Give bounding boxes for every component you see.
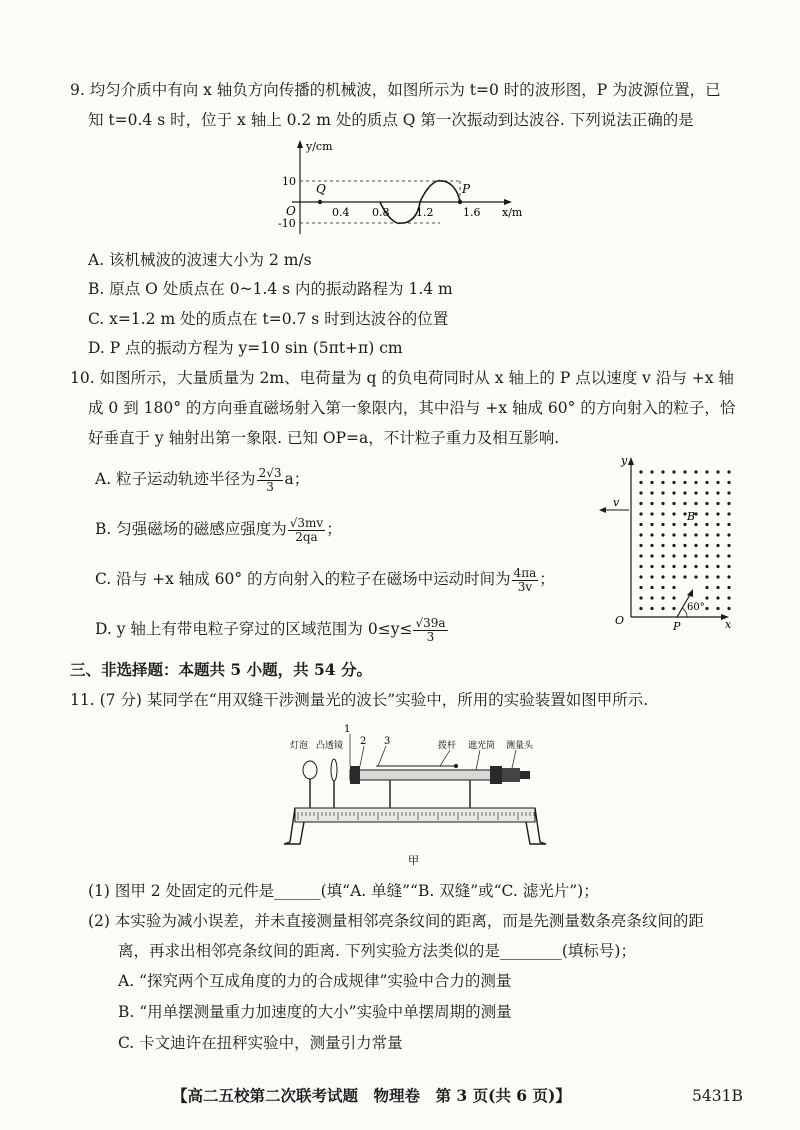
- field-dot: [727, 544, 730, 547]
- field-dot: [639, 565, 642, 568]
- field-dot: [672, 565, 675, 568]
- field-dot: [694, 565, 697, 568]
- field-dot: [639, 523, 642, 526]
- field-dot: [661, 596, 664, 599]
- angle-label: 60°: [687, 602, 705, 613]
- field-dot: [683, 481, 686, 484]
- q11-sub2-line2: 离，再求出相邻亮条纹间的距离. 下列实验方法类似的是________(填标号)；: [118, 942, 636, 960]
- field-dot: [639, 607, 642, 610]
- q11-sub2-line1: (2) 本实验为减小误差，并未直接测量相邻亮条纹间的距离，而是先测量数条亮条纹间的距: [88, 912, 704, 930]
- field-dot: [650, 544, 653, 547]
- q9-line2: 知 t=0.4 s 时，位于 x 轴上 0.2 m 处的质点 Q 第一次振动到达波谷. 下列说法正确的是: [88, 111, 694, 129]
- point-p: [458, 200, 462, 204]
- field-dot: [705, 565, 708, 568]
- field-dot: [661, 523, 664, 526]
- q-label: Q: [316, 182, 326, 196]
- field-dot: [716, 565, 719, 568]
- field-dot: [672, 502, 675, 505]
- field-dot: [716, 596, 719, 599]
- field-dot: [727, 565, 730, 568]
- field-dot: [639, 544, 642, 547]
- q10-option-b: B. 匀强磁场的磁感应强度为 $\frac{√3mv}{2qa}$ ；: [95, 515, 342, 544]
- field-dot: [727, 491, 730, 494]
- field-dot: [727, 586, 730, 589]
- field-dot: [683, 544, 686, 547]
- field-dot: [727, 502, 730, 505]
- field-dot: [639, 512, 642, 515]
- field-dot: [672, 523, 675, 526]
- field-dot: [661, 470, 664, 473]
- field-dot: [661, 554, 664, 557]
- field-dot: [661, 533, 664, 536]
- v-label: v: [613, 496, 620, 509]
- field-dot: [672, 596, 675, 599]
- field-dot: [639, 491, 642, 494]
- field-dot: [705, 575, 708, 578]
- field-dot: [705, 523, 708, 526]
- field-dot: [694, 544, 697, 547]
- q11-choice-a: A. “探究两个互成角度的力的合成规律”实验中合力的测量: [118, 972, 512, 990]
- field-dot: [683, 523, 686, 526]
- field-dot: [694, 491, 697, 494]
- q10-option-a: A. 粒子运动轨迹半径为 $\frac{2√3}{3}$ a；: [95, 465, 310, 494]
- field-dot: [661, 575, 664, 578]
- q11-sub1: (1) 图甲 2 处固定的元件是______(填“A. 单缝”“B. 双缝”或“C. 滤光片”)；: [88, 882, 599, 900]
- field-dot: [672, 470, 675, 473]
- wave-graph: [270, 138, 530, 240]
- field-dot: [705, 470, 708, 473]
- field-dot: [705, 596, 708, 599]
- origin-label: O: [615, 614, 625, 627]
- field-dot: [716, 544, 719, 547]
- field-dot: [727, 554, 730, 557]
- field-dot: [716, 533, 719, 536]
- y-axis-label: y/cm: [306, 140, 333, 153]
- field-dot: [716, 491, 719, 494]
- field-dot: [661, 586, 664, 589]
- field-dot: [672, 554, 675, 557]
- field-dot: [639, 470, 642, 473]
- field-dot: [727, 523, 730, 526]
- apparatus-figure: [280, 720, 550, 870]
- field-dot: [727, 575, 730, 578]
- q10-option-c: C. 沿与 +x 轴成 60° 的方向射入的粒子在磁场中运动时间为 $\frac{4\pi a}{3v}$ ；: [95, 565, 555, 594]
- field-dot: [727, 470, 730, 473]
- field-dot: [683, 533, 686, 536]
- x-tick-16: 1.6: [463, 206, 481, 219]
- field-dot: [672, 491, 675, 494]
- field-dot: [672, 481, 675, 484]
- label-2: 2: [360, 736, 367, 747]
- q10-option-d: D. y 轴上有带电粒子穿过的区域范围为 0≤y≤ $\frac{√39a}{3}$: [95, 615, 446, 644]
- x-tick-08: 0.8: [372, 206, 390, 219]
- field-dots: [639, 470, 730, 610]
- label-3: 3: [384, 736, 391, 747]
- field-dot: [672, 586, 675, 589]
- q11-choice-b: B. “用单摆测量重力加速度的大小”实验中单摆周期的测量: [118, 1003, 512, 1021]
- field-dot: [639, 575, 642, 578]
- field-dot: [694, 554, 697, 557]
- y-tick-neg10: -10: [278, 217, 296, 230]
- field-dot: [650, 491, 653, 494]
- y-tick-10: 10: [282, 175, 296, 188]
- field-dot: [672, 575, 675, 578]
- field-dot: [639, 481, 642, 484]
- field-dot: [705, 533, 708, 536]
- field-dot: [661, 607, 664, 610]
- field-dot: [650, 533, 653, 536]
- field-dot: [716, 512, 719, 515]
- field-dot: [716, 554, 719, 557]
- field-dot: [683, 575, 686, 578]
- footer-code: 5431B: [692, 1087, 743, 1105]
- field-dot: [727, 533, 730, 536]
- field-dot: [650, 470, 653, 473]
- field-dot: [661, 481, 664, 484]
- field-dot: [705, 607, 708, 610]
- magnetic-field-figure: [595, 452, 745, 632]
- field-dot: [650, 512, 653, 515]
- field-dot: [650, 575, 653, 578]
- field-dot: [705, 586, 708, 589]
- x-tick-04: 0.4: [332, 206, 350, 219]
- label-rod: 拨杆: [438, 741, 457, 751]
- q9-line1: 9. 均匀介质中有向 x 轴负方向传播的机械波，如图所示为 t=0 时的波形图，P 为波源位置，已: [70, 81, 721, 99]
- field-dot: [650, 502, 653, 505]
- p-label: P: [462, 182, 471, 196]
- field-dot: [705, 502, 708, 505]
- origin-label: O: [286, 204, 296, 218]
- field-dot: [639, 586, 642, 589]
- field-dot: [716, 502, 719, 505]
- figure-caption: 甲: [408, 854, 419, 867]
- field-dot: [694, 481, 697, 484]
- label-lamp: 灯泡: [290, 741, 309, 751]
- field-dot: [694, 470, 697, 473]
- field-dot: [650, 481, 653, 484]
- field-dot: [694, 533, 697, 536]
- field-dot: [672, 512, 675, 515]
- field-dot: [650, 565, 653, 568]
- field-dot: [639, 596, 642, 599]
- field-dot: [705, 544, 708, 547]
- q9-option-d: D. P 点的振动方程为 y=10 sin (5πt+π) cm: [88, 339, 403, 357]
- field-dot: [694, 523, 697, 526]
- field-dot: [639, 533, 642, 536]
- field-dot: [705, 512, 708, 515]
- q11-choice-c: C. 卡文迪许在扭秤实验中，测量引力常量: [118, 1034, 403, 1052]
- p-label: P: [673, 620, 681, 632]
- field-dot: [683, 470, 686, 473]
- field-dot: [650, 523, 653, 526]
- q9-option-b: B. 原点 O 处质点在 0~1.4 s 内的振动路程为 1.4 m: [88, 280, 453, 298]
- field-dot: [650, 607, 653, 610]
- field-dot: [650, 596, 653, 599]
- field-dot: [672, 544, 675, 547]
- field-dot: [639, 554, 642, 557]
- field-dot: [705, 554, 708, 557]
- field-dot: [727, 607, 730, 610]
- label-tube: 遮光筒: [468, 741, 496, 751]
- field-dot: [683, 565, 686, 568]
- field-dot: [727, 512, 730, 515]
- field-dot: [705, 481, 708, 484]
- field-dot: [661, 491, 664, 494]
- section-title: 三、非选择题：本题共 5 小题，共 54 分。: [70, 660, 372, 679]
- x-axis-label: x: [725, 618, 732, 631]
- field-dot: [661, 512, 664, 515]
- x-tick-12: 1.2: [416, 206, 434, 219]
- field-dot: [683, 554, 686, 557]
- field-dot: [672, 607, 675, 610]
- y-axis-label: y: [621, 454, 628, 467]
- field-dot: [727, 596, 730, 599]
- field-dot: [694, 502, 697, 505]
- label-head: 测量头: [506, 741, 534, 751]
- field-dot: [694, 575, 697, 578]
- field-dot: [661, 502, 664, 505]
- field-dot: [727, 481, 730, 484]
- q11-line1: 11. (7 分) 某同学在“用双缝干涉测量光的波长”实验中，所用的实验装置如图甲所示.: [70, 691, 649, 709]
- field-dot: [716, 607, 719, 610]
- field-dot: [716, 481, 719, 484]
- field-dot: [672, 533, 675, 536]
- field-dot: [705, 491, 708, 494]
- q10-line3: 好垂直于 y 轴射出第一象限. 已知 OP=a，不计粒子重力及相互影响.: [88, 429, 560, 447]
- field-dot: [683, 502, 686, 505]
- q10-line1: 10. 如图所示，大量质量为 2m、电荷量为 q 的负电荷同时从 x 轴上的 P 点以速度 v 沿与 +x 轴: [70, 369, 734, 387]
- field-dot: [683, 491, 686, 494]
- field-dot: [650, 554, 653, 557]
- point-q: [318, 200, 322, 204]
- q9-option-c: C. x=1.2 m 处的质点在 t=0.7 s 时到达波谷的位置: [88, 310, 449, 328]
- field-dot: [639, 502, 642, 505]
- label-lens: 凸透镜: [316, 741, 344, 751]
- q10-line2: 成 0 到 180° 的方向垂直磁场射入第一象限内，其中沿与 +x 轴成 60° 的方向射入的粒子，恰: [88, 399, 736, 417]
- field-dot: [716, 523, 719, 526]
- x-axis-label: x/m: [502, 206, 523, 219]
- field-dot: [661, 544, 664, 547]
- label-1: 1: [344, 724, 351, 735]
- footer-title: 【高二五校第二次联考试题 物理卷 第 3 页(共 6 页)】: [172, 1086, 571, 1105]
- field-dot: [661, 565, 664, 568]
- field-dot: [716, 586, 719, 589]
- b-label: B: [687, 510, 696, 523]
- q9-option-a: A. 该机械波的波速大小为 2 m/s: [88, 251, 312, 269]
- field-dot: [716, 575, 719, 578]
- field-dot: [716, 470, 719, 473]
- field-dot: [650, 586, 653, 589]
